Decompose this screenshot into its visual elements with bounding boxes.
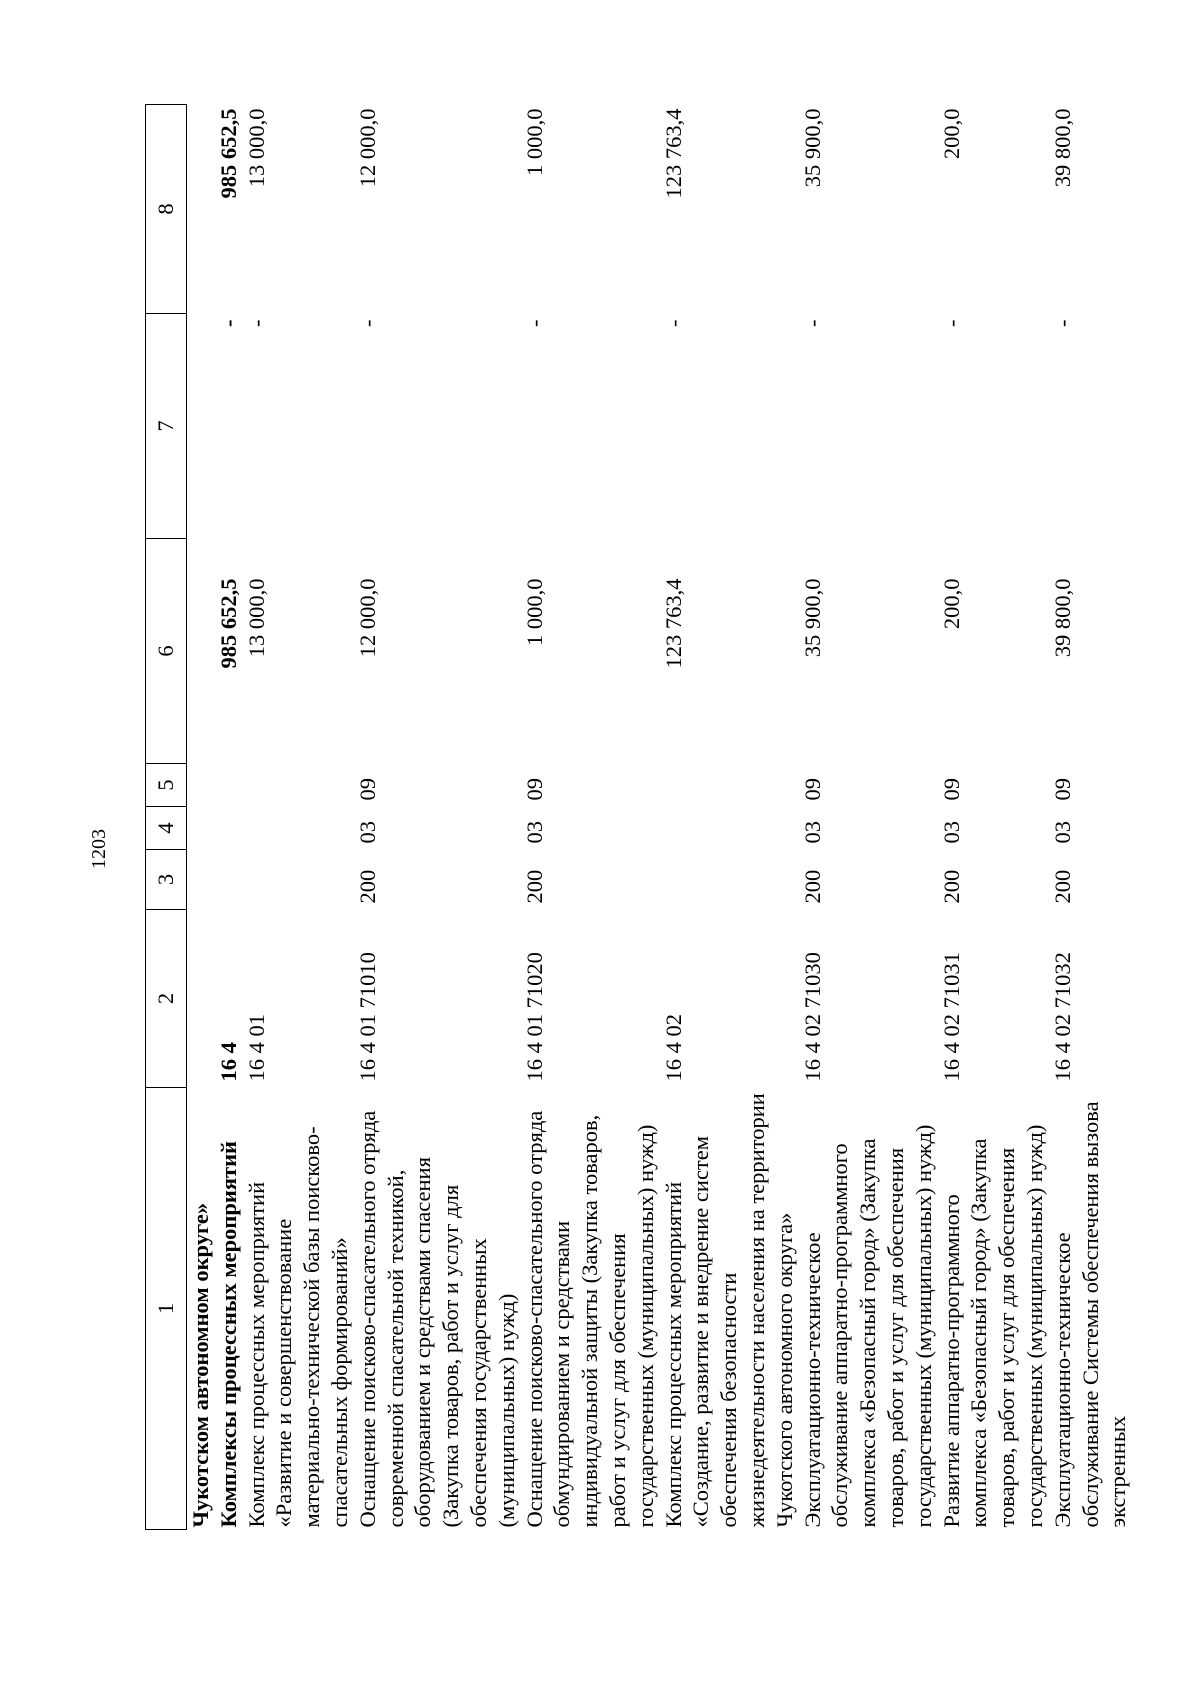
row-section-cell: 03 bbox=[521, 821, 547, 844]
row-col8-cell: 12 000,0 bbox=[354, 108, 380, 188]
row-type-cell bbox=[243, 850, 354, 910]
row-type-cell: 200 bbox=[799, 869, 825, 904]
row-col7-cell: - bbox=[354, 319, 380, 327]
header-cell: 3 bbox=[146, 850, 187, 910]
row-col7-cell: - bbox=[660, 319, 686, 327]
row-name-cell: Оснащение поисково-спасательного отряда современной спасательной техникой, оборудованием и средствами спасения (Закупка товаров, работ и услуг для обеспечения государственных (муниципальных) нужд) bbox=[354, 1110, 519, 1528]
row-code-cell: 16 4 01 71020 bbox=[521, 952, 547, 1082]
row-subsection-cell: 09 bbox=[1049, 778, 1075, 801]
row-col6-cell: 985 652,5 bbox=[215, 578, 241, 669]
row-section-cell bbox=[215, 807, 243, 850]
row-name-cell: Развитие аппаратно-программного комплекса «Безопасный город» (Закупка товаров, работ и услуг для обеспечения государственных (муниципальных) нужд) bbox=[938, 1124, 1047, 1528]
row-col7-cell: - bbox=[215, 319, 241, 327]
header-row bbox=[146, 105, 187, 1530]
row-subsection-cell bbox=[243, 764, 354, 807]
header-cell: 8 bbox=[146, 105, 187, 314]
row-code-cell: 16 4 02 71031 bbox=[938, 952, 964, 1082]
row-name-cell: Комплекс процессных мероприятий «Развитие и совершенствование материально-технической базы поисково-спасательных формирований» bbox=[243, 1126, 352, 1528]
row-col8-cell: 1 000,0 bbox=[521, 108, 547, 176]
row-name-cell: Комплексы процессных мероприятий bbox=[215, 1141, 241, 1528]
row-type-cell bbox=[660, 850, 799, 910]
row-section-cell: 03 bbox=[799, 821, 825, 844]
row-col7-cell bbox=[187, 314, 215, 539]
row-subsection-cell: 09 bbox=[938, 778, 964, 801]
table-row bbox=[215, 105, 243, 1530]
row-section-cell: 03 bbox=[1049, 821, 1075, 844]
row-col8-cell: 39 800,0 bbox=[1049, 108, 1075, 188]
row-name-cell: Эксплуатационно-техническое обслуживание аппаратно-программного комплекса «Безопасный город» (Закупка товаров, работ и услуг для обеспечения государственных (муниципальных) нужд) bbox=[799, 1124, 936, 1528]
row-name-cell: Чукотском автономном округе» bbox=[188, 1202, 213, 1528]
header-cell: 6 bbox=[146, 539, 187, 764]
row-col7-cell: - bbox=[938, 319, 964, 327]
row-col7-cell: - bbox=[521, 319, 547, 327]
table-row bbox=[799, 105, 938, 1530]
row-type-cell bbox=[187, 850, 215, 910]
row-name-cell: Комплекс процессных мероприятий «Создание, развитие и внедрение систем обеспечения безопасности жизнедеятельности населения на территории Чукотского автономного округа» bbox=[660, 1093, 797, 1528]
row-code-cell: 16 4 02 bbox=[660, 1014, 686, 1082]
row-type-cell: 200 bbox=[521, 869, 547, 904]
header-cell: 5 bbox=[146, 764, 187, 807]
row-section-cell bbox=[187, 807, 215, 850]
row-col8-cell: 35 900,0 bbox=[799, 108, 825, 188]
row-type-cell: 200 bbox=[938, 869, 964, 904]
row-section-cell bbox=[660, 807, 799, 850]
row-subsection-cell bbox=[660, 764, 799, 807]
row-col8-cell: 13 000,0 bbox=[243, 108, 269, 188]
table-row bbox=[1049, 105, 1132, 1530]
header-cell: 2 bbox=[146, 910, 187, 1088]
row-col6-cell: 12 000,0 bbox=[354, 578, 380, 658]
row-col7-cell: - bbox=[799, 319, 825, 327]
table-row bbox=[187, 105, 215, 1530]
row-code-cell: 16 4 bbox=[215, 1042, 241, 1082]
row-col8-cell: 200,0 bbox=[938, 108, 964, 160]
row-name-cell: Эксплуатационно-техническое обслуживание Системы обеспечения вызова экстренных bbox=[1049, 1101, 1131, 1528]
row-section-cell: 03 bbox=[938, 821, 964, 844]
row-name-cell: Оснащение поисково-спасательного отряда обмундированием и средствами индивидуальной защиты (Закупка товаров, работ и услуг для обеспечения государственных (муниципальных) нужд) bbox=[521, 1110, 658, 1528]
page-number: 1203 bbox=[88, 829, 110, 869]
row-subsection-cell bbox=[187, 764, 215, 807]
table-row bbox=[354, 105, 521, 1530]
table-row bbox=[660, 105, 799, 1530]
row-col8-cell: 123 763,4 bbox=[660, 108, 686, 199]
header-cell: 4 bbox=[146, 807, 187, 850]
row-subsection-cell bbox=[215, 764, 243, 807]
row-col6-cell: 35 900,0 bbox=[799, 578, 825, 658]
row-col7-cell: - bbox=[1049, 319, 1075, 327]
row-col6-cell: 39 800,0 bbox=[1049, 578, 1075, 658]
row-code-cell: 16 4 02 71030 bbox=[799, 952, 825, 1082]
row-col6-cell: 200,0 bbox=[938, 578, 964, 630]
table-row bbox=[521, 105, 660, 1530]
row-code-cell: 16 4 02 71032 bbox=[1049, 952, 1075, 1082]
row-section-cell bbox=[243, 807, 354, 850]
row-col6-cell: 1 000,0 bbox=[521, 578, 547, 646]
row-subsection-cell: 09 bbox=[521, 778, 547, 801]
budget-table bbox=[145, 104, 1132, 1530]
row-col8-cell bbox=[187, 105, 215, 314]
header-cell: 7 bbox=[146, 314, 187, 539]
row-col8-cell: 985 652,5 bbox=[215, 108, 241, 199]
row-col7-cell: - bbox=[243, 319, 269, 327]
row-code-cell bbox=[187, 910, 215, 1088]
row-code-cell: 16 4 01 71010 bbox=[354, 952, 380, 1082]
header-cell: 1 bbox=[146, 1088, 187, 1530]
row-subsection-cell: 09 bbox=[799, 778, 825, 801]
row-code-cell: 16 4 01 bbox=[243, 1014, 269, 1082]
row-subsection-cell: 09 bbox=[354, 778, 380, 801]
row-type-cell: 200 bbox=[1049, 869, 1075, 904]
row-type-cell bbox=[215, 850, 243, 910]
row-col6-cell: 13 000,0 bbox=[243, 578, 269, 658]
row-col6-cell bbox=[187, 539, 215, 764]
table-row bbox=[938, 105, 1049, 1530]
row-section-cell: 03 bbox=[354, 821, 380, 844]
table-row bbox=[243, 105, 354, 1530]
row-col6-cell: 123 763,4 bbox=[660, 578, 686, 669]
row-type-cell: 200 bbox=[354, 869, 380, 904]
